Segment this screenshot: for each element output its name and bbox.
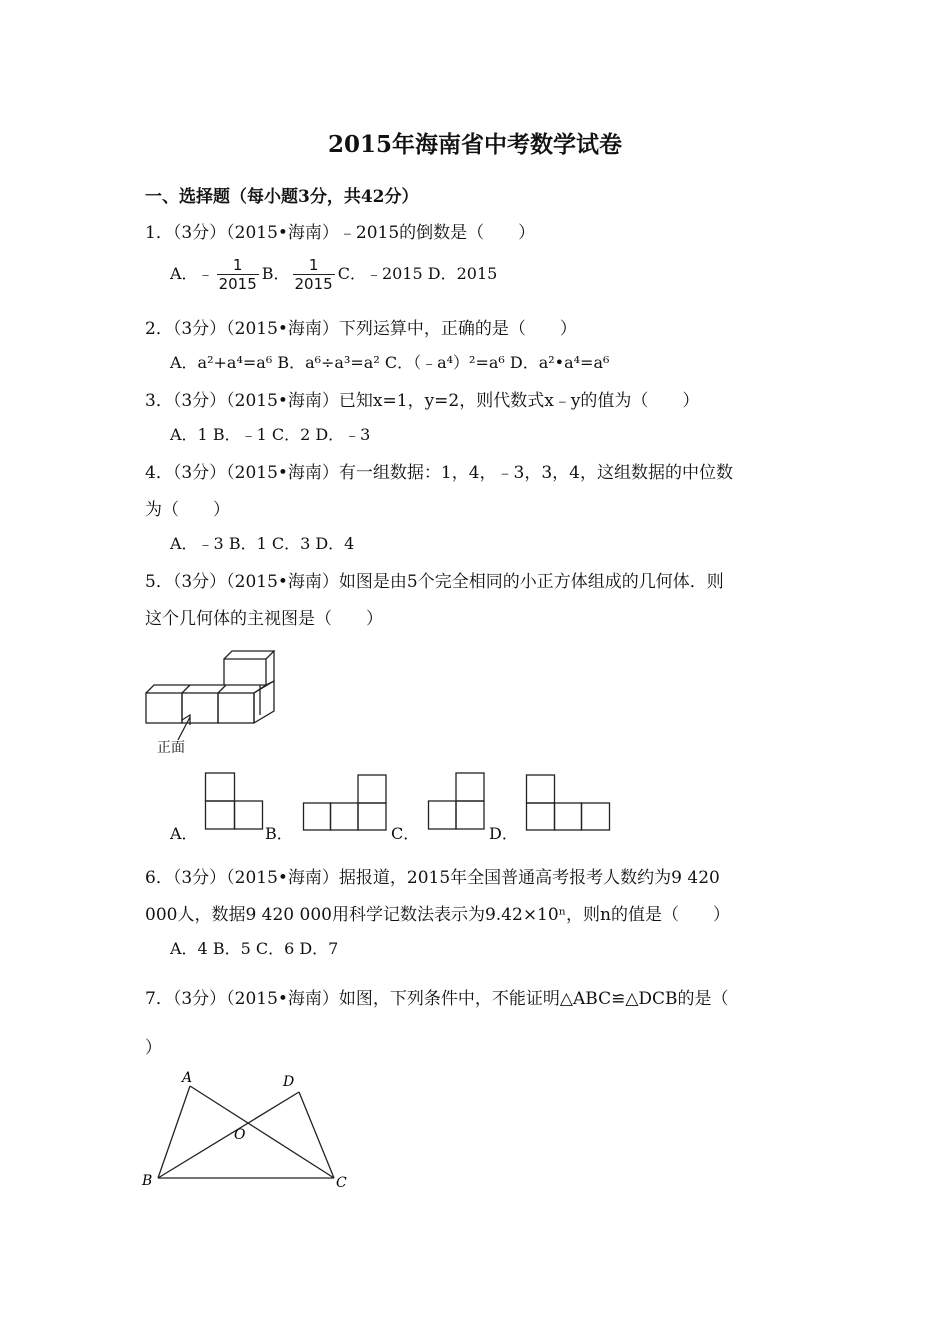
q1-option-a-label: A．﹣ xyxy=(170,264,214,283)
section-heading: 一、选择题（每小题3分，共42分） xyxy=(145,187,419,207)
label-a: A xyxy=(182,1070,193,1086)
question-3-stem: 3．（3分）（2015•海南）已知x=1，y=2，则代数式x﹣y的值为（ ） xyxy=(145,391,700,411)
label-o: O xyxy=(234,1127,246,1143)
question-5-stem-line2: 这个几何体的主视图是（ ） xyxy=(145,609,383,629)
question-3-options: A．1 B．﹣1 C．2 D．﹣3 xyxy=(170,425,371,444)
question-2-options: A．a²+a⁴=a⁶ B．a⁶÷a³=a² C．（﹣a⁴）²=a⁶ D．a²•a⁴=a⁶ xyxy=(170,353,610,372)
q1-option-rest: C．﹣2015 D．2015 xyxy=(337,264,498,283)
q1-option-b-label: B． xyxy=(261,264,290,283)
question-7-stem-line2: ） xyxy=(145,1038,162,1058)
label-b: B xyxy=(142,1173,153,1189)
q1-option-b-fraction: $\frac{1}{2015}$ xyxy=(294,256,333,293)
question-4-stem-line1: 4．（3分）（2015•海南）有一组数据：1，4，﹣3，3，4，这组数据的中位数 xyxy=(145,463,734,483)
question-5-stem-line1: 5．（3分）（2015•海南）如图是由5个完全相同的小正方体组成的几何体．则 xyxy=(145,572,724,592)
question-6-stem-line1: 6．（3分）（2015•海南）据报道，2015年全国普通高考报考人数约为9 420 xyxy=(145,868,720,888)
q5-option-b-shape xyxy=(303,774,393,832)
question-4-options: A．﹣3 B．1 C．3 D．4 xyxy=(170,534,355,553)
q5-option-c-label: C． xyxy=(391,824,420,843)
question-1-stem: 1．（3分）（2015•海南）﹣2015的倒数是（ ） xyxy=(145,223,536,243)
q5-option-d-shape xyxy=(526,774,616,832)
q5-option-d-label: D． xyxy=(489,824,518,843)
q5-option-a-label: A． xyxy=(170,824,198,843)
q5-option-b-label: B． xyxy=(265,824,293,843)
q1-option-a-fraction: $\frac{1}{2015}$ xyxy=(218,256,257,293)
question-6-options: A．4 B．5 C．6 D．7 xyxy=(170,939,339,958)
segment-bd xyxy=(158,1092,299,1178)
segment-ac xyxy=(190,1086,334,1178)
segment-ab xyxy=(158,1086,190,1178)
label-d: D xyxy=(283,1074,295,1090)
question-7-stem-line1: 7．（3分）（2015•海南）如图，下列条件中，不能证明△ABC≌△DCB的是（ xyxy=(145,989,729,1009)
question-4-stem-line2: 为（ ） xyxy=(145,500,230,520)
label-c: C xyxy=(336,1175,347,1191)
question-6-stem-line2: 000人，数据9 420 000用科学记数法表示为9.42×10ⁿ，则n的值是（ ） xyxy=(145,905,730,925)
question-2-stem: 2．（3分）（2015•海南）下列运算中，正确的是（ ） xyxy=(145,319,577,339)
triangle-figure xyxy=(140,1065,360,1195)
front-view-label: 正面 xyxy=(157,740,185,756)
q5-option-c-shape xyxy=(428,772,488,832)
question-1-options xyxy=(170,256,497,293)
q5-option-a-shape xyxy=(205,772,265,832)
page-title: 2015年海南省中考数学试卷 xyxy=(327,131,622,158)
cube-solid-figure xyxy=(140,645,280,730)
segment-cd xyxy=(299,1092,334,1178)
